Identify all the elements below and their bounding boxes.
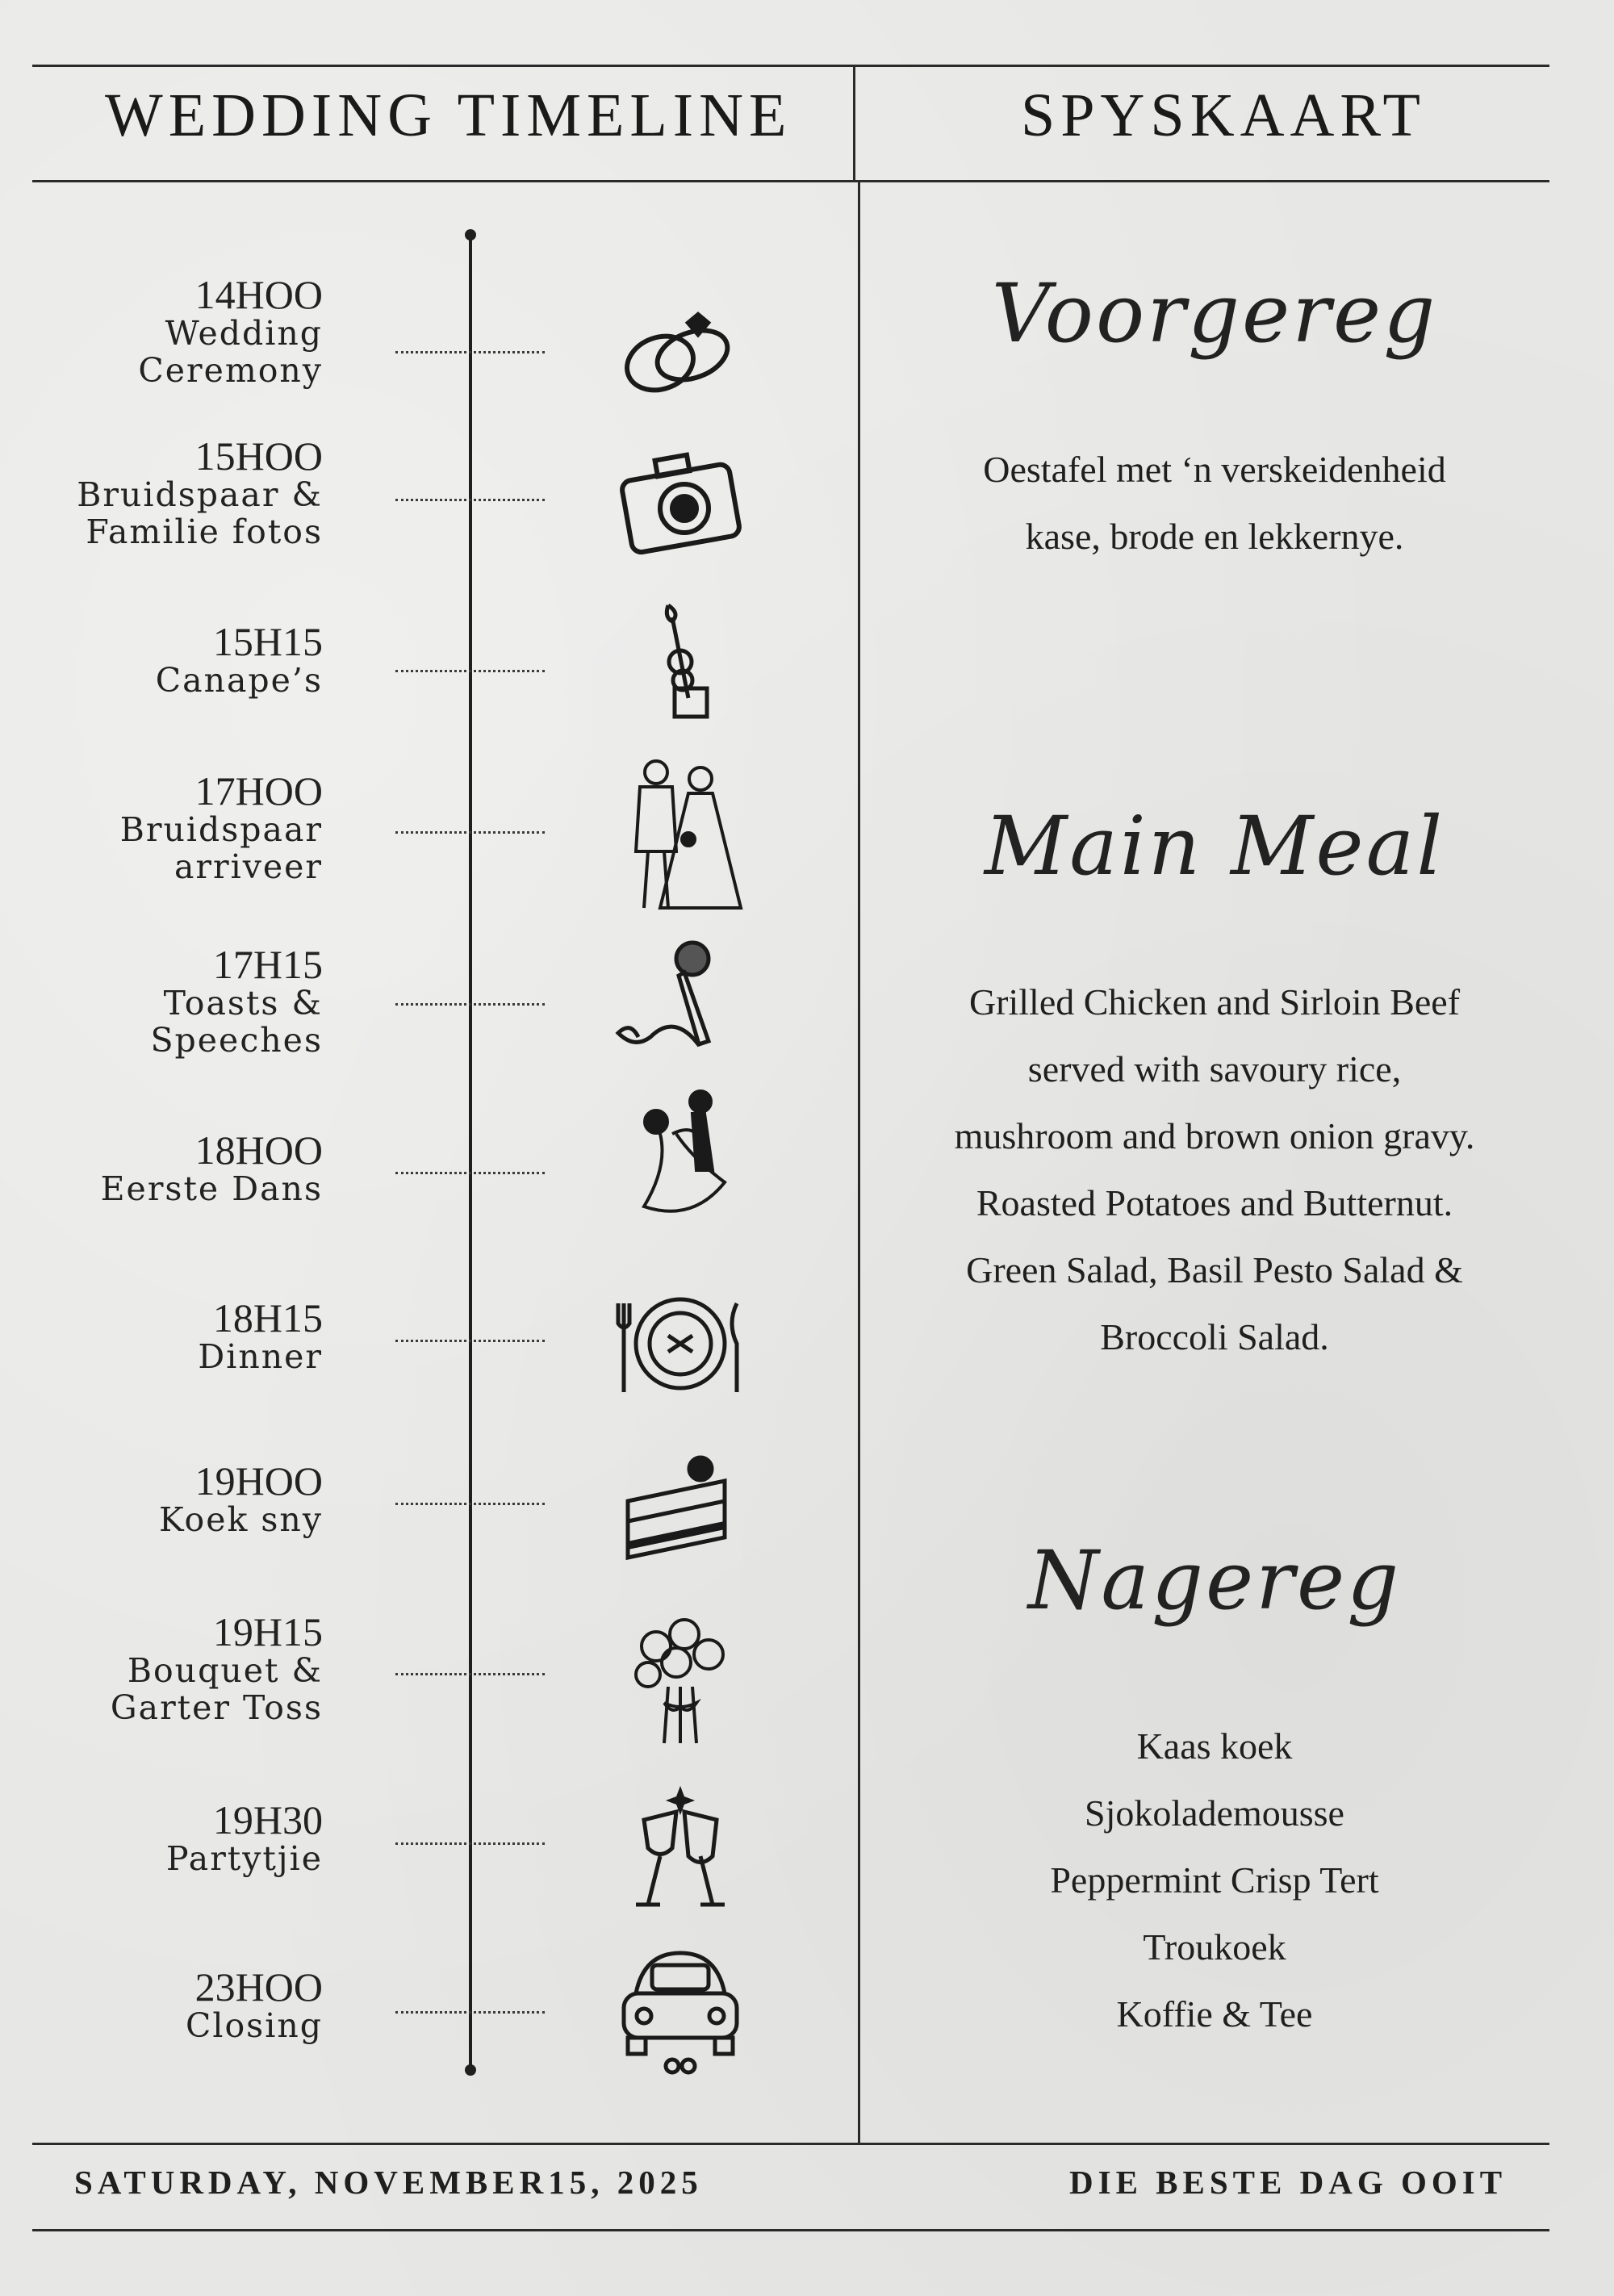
timeline-event bbox=[110, 1609, 323, 1727]
timeline-event bbox=[159, 1458, 323, 1539]
event-label: Eerste Dans bbox=[100, 1169, 323, 1208]
main-meal-items bbox=[863, 968, 1566, 1370]
menu-line: Koffie & Tee bbox=[1116, 1993, 1313, 2035]
menu-line: Broccoli Salad. bbox=[1100, 1316, 1329, 1357]
event-label: Ceremony bbox=[138, 351, 323, 390]
champagne-glasses-icon bbox=[612, 1784, 749, 1917]
dinner-plate-icon bbox=[612, 1283, 749, 1404]
timeline-event bbox=[166, 1797, 323, 1878]
timeline-tick bbox=[395, 670, 545, 672]
footer-top-rule bbox=[32, 2143, 1549, 2145]
timeline-event bbox=[119, 768, 323, 886]
menu-line: Peppermint Crisp Tert bbox=[1050, 1859, 1379, 1901]
footer-tagline: DIE BESTE DAG OOIT bbox=[1069, 2164, 1507, 2201]
menu-line: Grilled Chicken and Sirloin Beef bbox=[968, 981, 1461, 1023]
footer-bottom-rule bbox=[32, 2229, 1549, 2231]
timeline-tick bbox=[395, 831, 545, 834]
timeline-tick bbox=[395, 499, 545, 501]
event-time: 23HOO bbox=[194, 1964, 323, 2010]
timeline-tick bbox=[395, 1003, 545, 1006]
event-label: Wedding bbox=[165, 314, 323, 353]
top-rule bbox=[32, 65, 1549, 67]
menu-line: Kaas koek bbox=[1136, 1725, 1293, 1767]
timeline-tick bbox=[395, 1172, 545, 1174]
timeline-event bbox=[198, 1295, 323, 1376]
event-label: Partytjie bbox=[166, 1839, 323, 1878]
menu-title: SPYSKAART bbox=[1021, 82, 1426, 149]
event-time: 18HOO bbox=[194, 1127, 323, 1173]
dessert-heading: Nagereg bbox=[1027, 1533, 1402, 1628]
wedding-rings-icon bbox=[612, 295, 749, 416]
menu-line: kase, brode en lekkernye. bbox=[1025, 516, 1404, 557]
timeline-tick bbox=[395, 1842, 545, 1845]
bouquet-icon bbox=[612, 1610, 749, 1747]
event-time: 19H15 bbox=[212, 1609, 323, 1654]
menu-line: Roasted Potatoes and Butternut. bbox=[976, 1182, 1453, 1223]
event-label: Bruidspaar & bbox=[77, 475, 323, 514]
timeline-tick bbox=[395, 2011, 545, 2014]
timeline-event bbox=[77, 433, 323, 551]
event-label: Dinner bbox=[198, 1337, 323, 1376]
dancing-couple-icon bbox=[612, 1085, 749, 1235]
timeline-tick bbox=[395, 1340, 545, 1342]
event-time: 17HOO bbox=[194, 768, 323, 813]
event-label: Toasts & bbox=[163, 984, 323, 1023]
timeline-event bbox=[100, 1127, 323, 1208]
event-label: Koek sny bbox=[159, 1500, 323, 1539]
timeline-start-dot bbox=[465, 229, 476, 240]
timeline-axis bbox=[469, 234, 472, 2070]
starter-items bbox=[863, 436, 1566, 570]
column-divider bbox=[858, 180, 860, 2143]
event-time: 14HOO bbox=[194, 272, 323, 317]
event-label: arriveer bbox=[174, 847, 323, 886]
menu-line: Green Salad, Basil Pesto Salad & bbox=[966, 1249, 1463, 1290]
event-label: Speeches bbox=[150, 1021, 323, 1060]
timeline-tick bbox=[395, 1503, 545, 1505]
dessert-items bbox=[863, 1713, 1566, 2047]
event-time: 15HOO bbox=[194, 433, 323, 479]
event-label: Closing bbox=[186, 2006, 323, 2045]
event-label: Bouquet & bbox=[127, 1651, 323, 1690]
menu-line: served with savoury rice, bbox=[1027, 1048, 1402, 1089]
menu-line: Troukoek bbox=[1143, 1926, 1286, 1968]
event-label: Familie fotos bbox=[86, 512, 323, 551]
event-time: 18H15 bbox=[212, 1295, 323, 1340]
timeline-event bbox=[138, 274, 323, 389]
event-label: Bruidspaar bbox=[119, 810, 323, 849]
timeline-title: WEDDING TIMELINE bbox=[105, 82, 792, 149]
event-date: SATURDAY, NOVEMBER15, 2025 bbox=[74, 2164, 703, 2201]
timeline-tick bbox=[395, 351, 545, 353]
canape-skewer-icon bbox=[612, 601, 749, 722]
camera-icon bbox=[612, 440, 749, 561]
main-meal-heading: Main Meal bbox=[984, 799, 1445, 893]
event-label: Canape’s bbox=[155, 661, 323, 700]
header-divider bbox=[853, 65, 855, 182]
menu-line: Sjokolademousse bbox=[1085, 1792, 1344, 1834]
menu-line: Oestafel met ‘n verskeidenheid bbox=[983, 449, 1446, 490]
event-time: 15H15 bbox=[212, 619, 323, 664]
timeline-event bbox=[186, 1964, 323, 2045]
timeline-end-dot bbox=[465, 2064, 476, 2076]
cake-slice-icon bbox=[612, 1445, 749, 1566]
header-rule bbox=[32, 180, 1549, 182]
event-time: 19HOO bbox=[194, 1458, 323, 1503]
starter-heading: Voorgereg bbox=[991, 266, 1438, 361]
timeline-event bbox=[156, 621, 323, 699]
event-label: Garter Toss bbox=[110, 1688, 323, 1727]
bride-groom-icon bbox=[612, 755, 749, 912]
timeline-event bbox=[150, 944, 323, 1059]
event-time: 17H15 bbox=[212, 942, 323, 987]
microphone-icon bbox=[612, 936, 749, 1057]
timeline-tick bbox=[395, 1673, 545, 1675]
menu-line: mushroom and brown onion gravy. bbox=[954, 1115, 1475, 1156]
wedding-car-icon bbox=[612, 1945, 749, 2078]
event-time: 19H30 bbox=[212, 1797, 323, 1842]
